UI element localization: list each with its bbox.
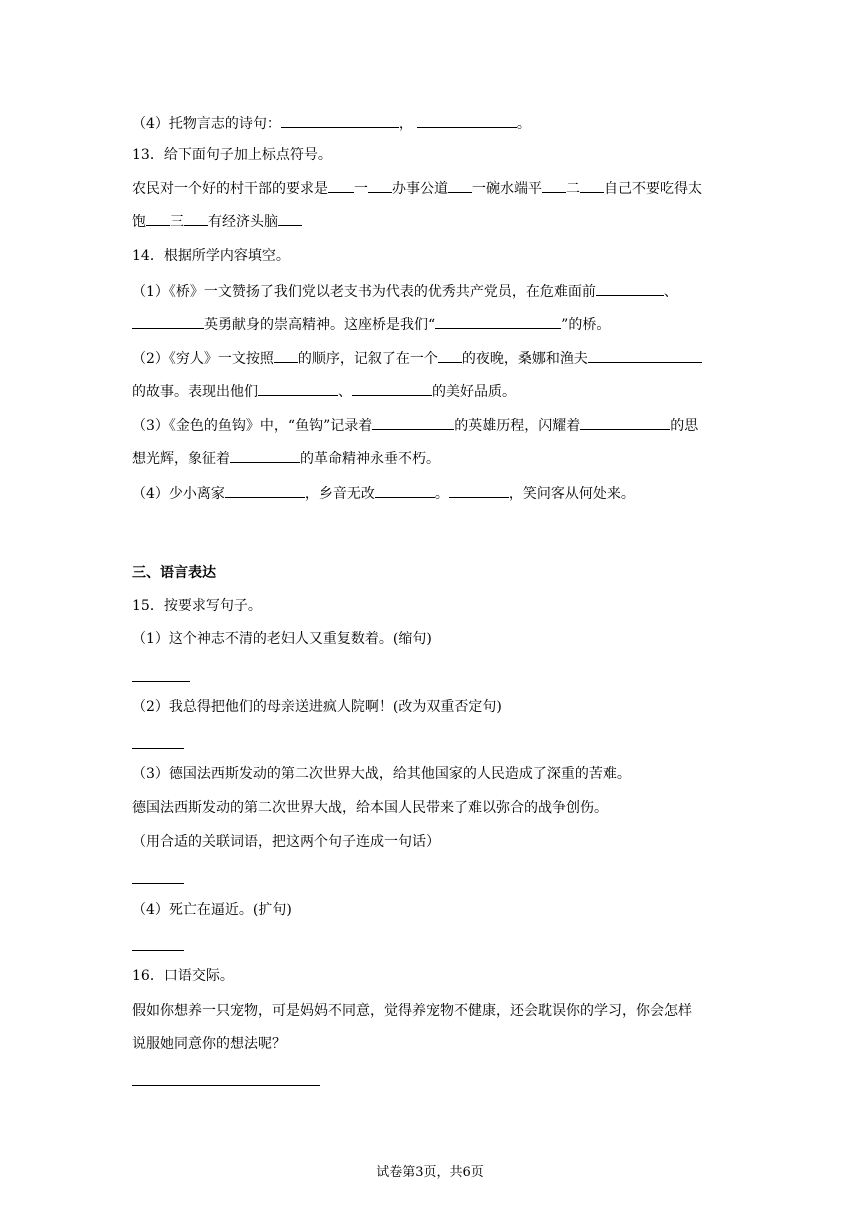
q14-text: （1）《桥》一文赞扬了我们党以老支书为代表的优秀共产党员，在危难面前 [132, 284, 596, 300]
q16-prompt-line-2: 说服她同意你的想法呢？ [132, 1036, 286, 1052]
q13-text: 三 [170, 214, 184, 230]
blank-line[interactable] [417, 115, 517, 128]
q13-text: 办事公道 [392, 181, 448, 197]
q15-title: 15．按要求写句子。 [132, 598, 262, 614]
q15-item-1: （1）这个神志不清的老妇人又重复数着。(缩句) [132, 631, 432, 647]
q15-item-3-line-2: 德国法西斯发动的第二次世界大战，给本国人民带来了难以弥合的战争创伤。 [132, 800, 608, 816]
blank-line[interactable] [225, 485, 305, 498]
q14-item-1-line-1 [132, 283, 678, 301]
blank-line[interactable] [588, 350, 702, 363]
blank-line[interactable] [352, 383, 432, 396]
q14-item-3-line-1 [132, 417, 698, 435]
q14-text: 的美好品质。 [432, 384, 516, 400]
q16-title: 16．口语交际。 [132, 968, 234, 984]
q13-text: 饱 [132, 214, 146, 230]
q14-text: 的夜晚，桑娜和渔夫 [461, 351, 588, 367]
q14-item-1-line-2 [132, 316, 610, 334]
blank-line[interactable] [230, 450, 300, 463]
q12-item-4-text-a: （4）托物言志的诗句： [132, 116, 281, 132]
answer-line[interactable] [132, 883, 184, 884]
q15-item-3-line-1: （3）德国法西斯发动的第二次世界大战，给其他国家的人民造成了深重的苦难。 [132, 766, 631, 782]
q13-text: 自己不要吃得太 [604, 181, 702, 197]
blank-line[interactable] [438, 350, 462, 363]
q14-text: 、 [338, 384, 352, 400]
q14-text: 的故事。表现出他们 [132, 384, 258, 400]
blank-line[interactable] [449, 485, 509, 498]
q14-text: 。 [434, 486, 449, 502]
q14-text: 的顺序，记叙了在一个 [297, 351, 438, 367]
punctuation-blank[interactable] [146, 213, 170, 226]
q13-text: 一碗水端平 [472, 181, 542, 197]
section-heading: 三、语言表达 [132, 565, 216, 581]
punctuation-blank[interactable] [448, 180, 472, 193]
q13-line-2 [132, 213, 302, 231]
q14-text: 英勇献身的崇高精神。这座桥是我们“ [204, 317, 436, 333]
blank-line[interactable] [132, 316, 204, 329]
punctuation-blank[interactable] [368, 180, 392, 193]
punctuation-blank[interactable] [278, 213, 302, 226]
blank-line[interactable] [580, 417, 670, 430]
q14-text: 想光辉，象征着 [132, 451, 230, 467]
q14-item-2-line-1 [132, 350, 702, 368]
punctuation-blank[interactable] [542, 180, 566, 193]
punctuation-blank[interactable] [328, 180, 354, 193]
q13-text: 一 [354, 181, 368, 197]
blank-line[interactable] [596, 283, 664, 296]
q13-text: 二 [566, 181, 580, 197]
q14-item-3-line-2 [132, 450, 440, 468]
q14-text: （4）少小离家 [132, 486, 225, 502]
q14-text: ，乡音无改 [304, 486, 375, 502]
q12-item-4-text-c: 。 [516, 116, 531, 132]
punctuation-blank[interactable] [580, 180, 604, 193]
answer-line[interactable] [132, 681, 190, 682]
q14-text: （3）《金色的鱼钩》中，“鱼钩”记录着 [132, 418, 373, 434]
q13-title: 13．给下面句子加上标点符号。 [132, 147, 332, 163]
q14-text: 的革命精神永垂不朽。 [300, 451, 440, 467]
q16-prompt-line-1: 假如你想养一只宠物，可是妈妈不同意，觉得养宠物不健康，还会耽误你的学习，你会怎样 [132, 1003, 692, 1019]
blank-line[interactable] [372, 417, 454, 430]
q13-text: 有经济头脑 [208, 214, 278, 230]
blank-line[interactable] [375, 485, 435, 498]
blank-line[interactable] [281, 115, 399, 128]
q15-item-2: （2）我总得把他们的母亲送进疯人院啊！(改为双重否定句) [132, 699, 502, 715]
punctuation-blank[interactable] [184, 213, 208, 226]
answer-line[interactable] [132, 950, 184, 951]
q12-item-4-text-b: ， [398, 116, 413, 132]
blank-line[interactable] [274, 350, 298, 363]
q14-item-2-line-2 [132, 383, 516, 401]
q13-text: 农民对一个好的村干部的要求是 [132, 181, 328, 197]
blank-line[interactable] [258, 383, 338, 396]
q12-item-4 [132, 115, 531, 133]
q15-item-4: （4）死亡在逼近。(扩句) [132, 902, 292, 918]
q14-text: ，笑问客从何处来。 [508, 486, 635, 502]
q14-text: 、 [663, 284, 678, 300]
q14-title: 14．根据所学内容填空。 [132, 248, 290, 264]
q14-text: （2）《穷人》一文按照 [132, 351, 274, 367]
q13-line-1 [132, 180, 702, 198]
answer-line[interactable] [132, 748, 184, 749]
q14-text: 的英雄历程，闪耀着 [454, 418, 581, 434]
answer-line[interactable] [132, 1085, 320, 1086]
blank-line[interactable] [435, 316, 561, 329]
q14-text: 的思 [670, 418, 699, 434]
q14-text: ”的桥。 [561, 317, 611, 333]
q14-item-4 [132, 485, 635, 503]
page-number: 试卷第3页，共6页 [376, 1165, 484, 1180]
q15-item-3-instruction: （用合适的关联词语，把这两个句子连成一句话） [132, 834, 440, 850]
